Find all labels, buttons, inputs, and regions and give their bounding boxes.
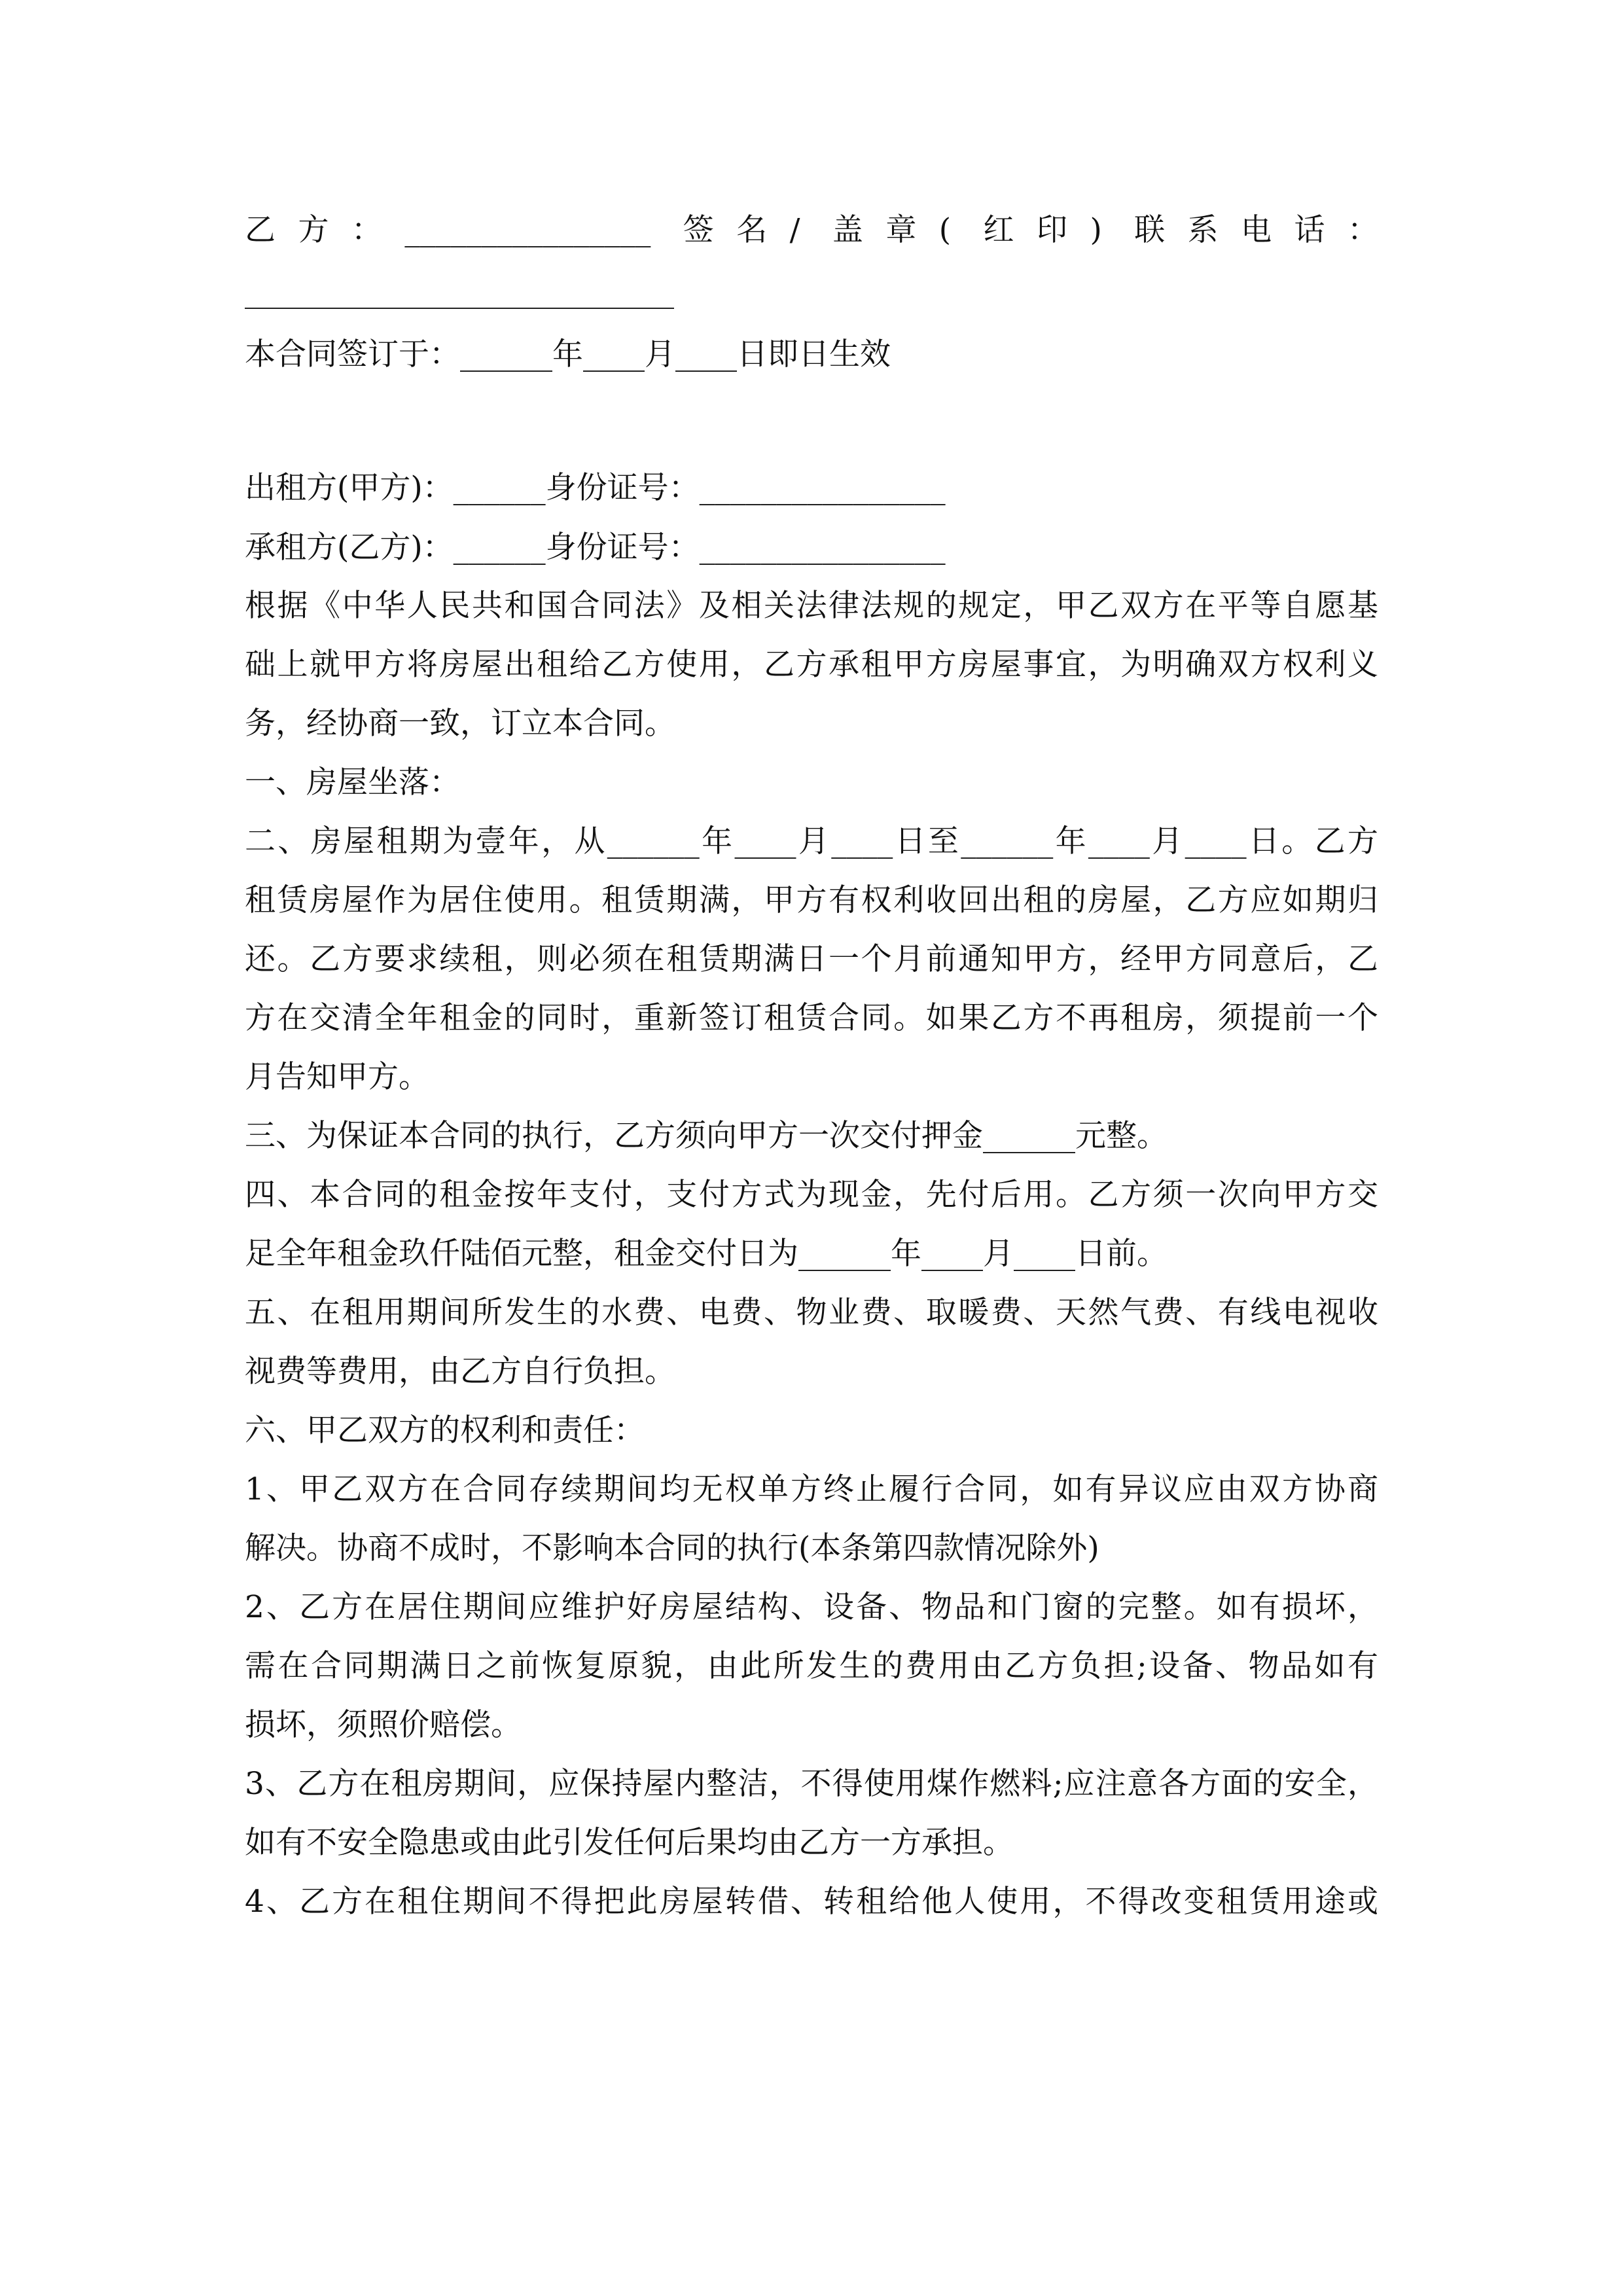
preamble-line-3: 务，经协商一致，订立本合同。 xyxy=(245,706,675,742)
item-2-line-3: 损坏，须照价赔偿。 xyxy=(245,1707,522,1743)
item-2-line-1: 2、乙方在居住期间应维护好房屋结构、设备、物品和门窗的完整。如有损坏， xyxy=(245,1589,1378,1625)
item-1-line-2: 解决。协商不成时，不影响本合同的执行(本条第四款情况除外) xyxy=(245,1530,1099,1566)
clause-4-line-1: 四、本合同的租金按年支付，支付方式为现金，先付后用。乙方须一次向甲方交 xyxy=(245,1177,1378,1213)
item-3-line-2: 如有不安全隐患或由此引发任何后果均由乙方一方承担。 xyxy=(245,1825,1014,1861)
clause-4-line-2: 足全年租金玖仟陆佰元整，租金交付日为______年____月____日前。 xyxy=(245,1236,1168,1272)
item-4-line-1: 4、乙方在租住期间不得把此房屋转借、转租给他人使用，不得改变租赁用途或 xyxy=(245,1884,1378,1920)
clause-5-line-1: 五、在租用期间所发生的水费、电费、物业费、取暖费、天然气费、有线电视收 xyxy=(245,1295,1378,1331)
clause-2-line-5: 月告知甲方。 xyxy=(245,1059,429,1095)
item-3-line-1: 3、乙方在租房期间，应保持屋内整洁，不得使用煤作燃料;应注意各方面的安全， xyxy=(245,1766,1378,1802)
clause-5-line-2: 视费等费用，由乙方自行负担。 xyxy=(245,1354,675,1390)
clause-2-line-3: 还。乙方要求续租，则必须在租赁期满日一个月前通知甲方，经甲方同意后，乙 xyxy=(245,941,1378,977)
clause-1-location: 一、房屋坐落： xyxy=(245,764,460,800)
clause-6-heading: 六、甲乙双方的权利和责任： xyxy=(245,1412,645,1448)
clause-3-deposit: 三、为保证本合同的执行，乙方须向甲方一次交付押金______元整。 xyxy=(245,1118,1168,1154)
signature-line-party-b: 乙方：________________ 签名/ 盖章( 红印) 联系电话： xyxy=(245,212,1378,248)
lessor-line: 出租方(甲方)：______身份证号：________________ xyxy=(245,470,946,506)
preamble-line-1: 根据《中华人民共和国合同法》及相关法律法规的规定，甲乙双方在平等自愿基 xyxy=(245,588,1378,624)
clause-2-line-2: 租赁房屋作为居住使用。租赁期满，甲方有权利收回出租的房屋，乙方应如期归 xyxy=(245,882,1378,918)
signing-date: 本合同签订于：______年____月____日即日生效 xyxy=(245,336,891,372)
preamble-line-2: 础上就甲方将房屋出租给乙方使用，乙方承租甲方房屋事宜，为明确双方权利义 xyxy=(245,647,1378,683)
clause-2-line-4: 方在交清全年租金的同时，重新签订租赁合同。如果乙方不再租房，须提前一个 xyxy=(245,1000,1378,1036)
clause-2-line-1: 二、房屋租期为壹年，从______年____月____日至______年____月____日。乙方 xyxy=(245,823,1378,859)
item-2-line-2: 需在合同期满日之前恢复原貌，由此所发生的费用由乙方负担;设备、物品如有 xyxy=(245,1648,1378,1684)
item-1-line-1: 1、甲乙双方在合同存续期间均无权单方终止履行合同，如有异议应由双方协商 xyxy=(245,1471,1378,1507)
lessee-line: 承租方(乙方)：______身份证号：________________ xyxy=(245,529,946,565)
phone-blank-underline xyxy=(245,308,674,309)
